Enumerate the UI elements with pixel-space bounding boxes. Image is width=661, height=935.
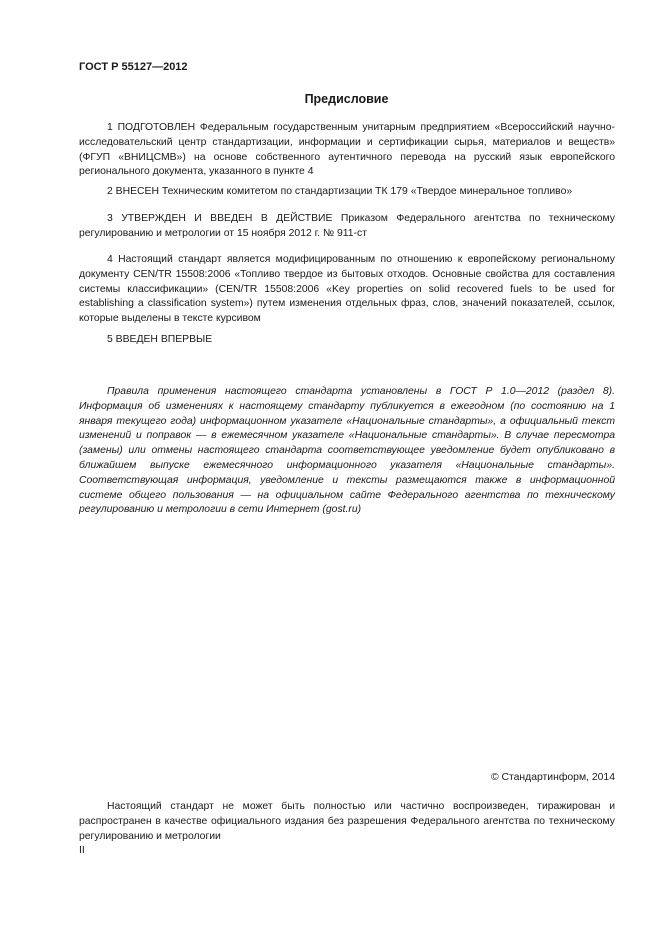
application-notice bbox=[79, 385, 615, 518]
item-1-text: 1 ПОДГОТОВЛЕН Федеральным государственным унитарным предприятием «Всероссийский научно-исследовательский центр стандартизации, информации и сертификации сырья, материалов и веществ» (ФГУП «ВНИЦСМВ») на основе собственного аутентичного перевода на русский язык европейского регионального документа, указанного в пункте 4 bbox=[79, 122, 615, 178]
item-3-text: 3 УТВЕРЖДЕН И ВВЕДЕН В ДЕЙСТВИЕ Приказом Федерального агентства по техническому регулированию и метрологии от 15 ноября 2012 г. № 911-ст bbox=[79, 213, 615, 239]
item-4-text: 4 Настоящий стандарт является модифицированным по отношению к европейскому региональному документу CEN/TR 15508:2006 «Топливо твердое из бытовых отходов. Основные свойства для составления системы классификации» (CEN/TR 15508:2006 «Key properties on solid recovered fuels to be used for establishing a classification system») путем изменения отдельных фраз, слов, значений показателей, ссылок, которые выделены в тексте курсивом bbox=[79, 254, 615, 325]
reproduction-notice bbox=[79, 800, 615, 844]
page-number: II bbox=[79, 845, 85, 856]
item-5 bbox=[79, 333, 615, 348]
item-3 bbox=[79, 212, 615, 242]
item-4 bbox=[79, 253, 615, 327]
copyright: © Стандартинформ, 2014 bbox=[490, 772, 615, 783]
item-1 bbox=[79, 121, 615, 180]
item-5-text: 5 ВВЕДЕН ВПЕРВЫЕ bbox=[107, 334, 213, 345]
document-code: ГОСТ Р 55127—2012 bbox=[79, 61, 188, 73]
item-2 bbox=[79, 185, 615, 200]
item-2-text: 2 ВНЕСЕН Техническим комитетом по стандартизации ТК 179 «Твердое минеральное топливо» bbox=[107, 186, 573, 197]
section-title: Предисловие bbox=[304, 92, 389, 106]
reproduction-notice-text: Настоящий стандарт не может быть полностью или частично воспроизведен, тиражирован и распространен в качестве официального издания без разрешения Федерального агентства по техническому регулированию и метрологии bbox=[79, 801, 615, 842]
application-notice-text: Правила применения настоящего стандарта установлены в ГОСТ Р 1.0—2012 (раздел 8). Информация об изменениях к настоящему стандарту публикуется в ежегодном (по состоянию на 1 января текущего года) информационном указателе «Национальные стандарты», а официальный текст изменений и поправок — в ежемесячном указателе «Национальные стандарты». В случае пересмотра (замены) или отмены настоящего стандарта соответствующее уведомление будет опубликовано в ближайшем выпуске ежемесячного информационного указателя «Национальные стандарты». Соответствующая информация, уведомление и тексты размещаются также в информационной системе общего пользования — на официальном сайте Федерального агентства по техническому регулированию и метрологии в сети Интернет (gost.ru) bbox=[79, 386, 615, 516]
